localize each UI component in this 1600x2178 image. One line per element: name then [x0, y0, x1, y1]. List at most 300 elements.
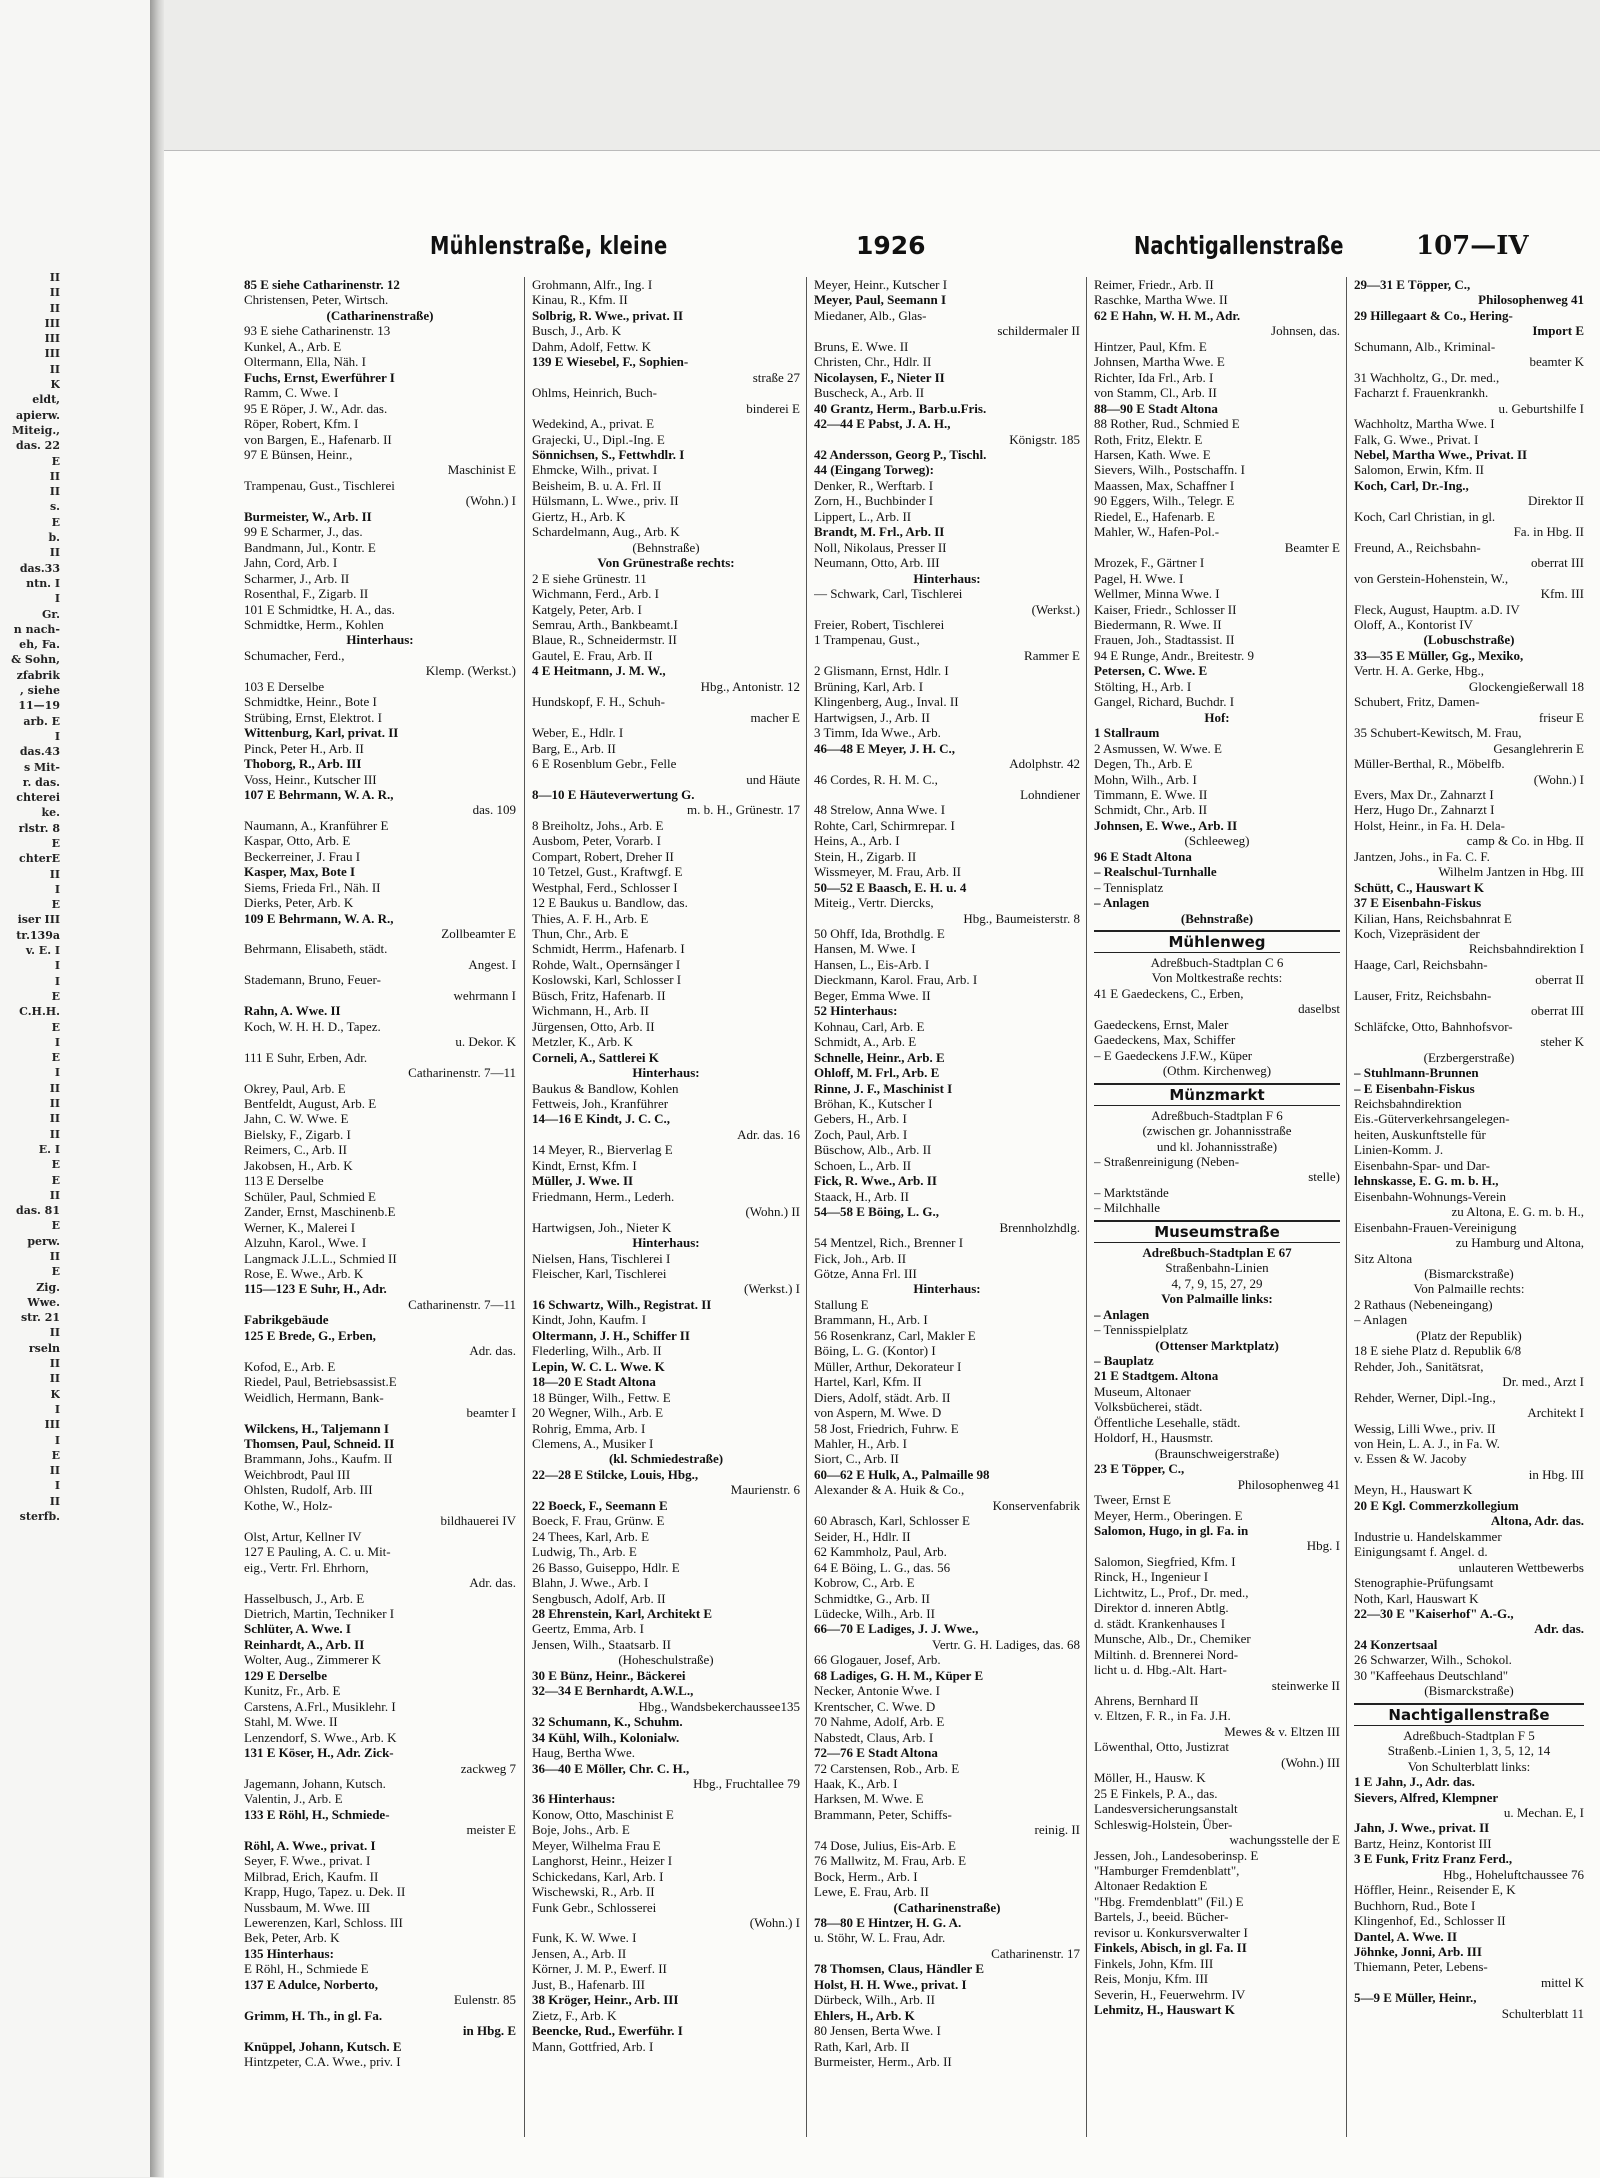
directory-entry: Weidlich, Hermann, Bank- — [244, 1389, 384, 1405]
directory-entry: 20 Wegner, Wilh., Arb. E — [532, 1405, 664, 1421]
directory-entry: Stallung E — [814, 1296, 869, 1312]
gutter-fragment: II — [49, 1081, 60, 1095]
directory-entry: 22—30 E "Kaiserhof" A.-G., — [1354, 1605, 1514, 1621]
directory-entry: Bock, Herm., Arb. I — [814, 1868, 918, 1884]
directory-entry: Rammer E — [1024, 647, 1080, 663]
previous-page-gutter — [0, 0, 156, 2177]
directory-entry: Wachholtz, Martha Wwe. I — [1354, 416, 1495, 432]
directory-entry: Finkels, Abisch, in gl. Fa. II — [1094, 1940, 1247, 1956]
directory-entry: Zollbeamter E — [441, 926, 516, 942]
directory-entry: Beencke, Rud., Ewerführ. I — [532, 2023, 683, 2039]
directory-entry: 60—62 E Hulk, A., Palmaille 98 — [814, 1466, 990, 1482]
directory-entry: Funk, K. W. Wwe. I — [532, 1930, 637, 1946]
directory-entry: (Wohn.) I — [749, 1915, 800, 1931]
directory-entry: 32 Schumann, K., Schuhm. — [532, 1714, 683, 1730]
gutter-fragment: I — [54, 1035, 60, 1049]
directory-entry: Jahn, Cord, Arb. I — [244, 555, 338, 571]
directory-entry: von Aspern, M. Wwe. D — [814, 1405, 942, 1421]
directory-entry: von Gerstein-Hohenstein, W., — [1354, 570, 1509, 586]
gutter-fragment: 11—19 — [18, 699, 60, 713]
directory-entry: 68 Ladiges, G. H. M., Küper E — [814, 1667, 984, 1683]
gutter-fragment: perw. — [27, 1234, 60, 1248]
directory-entry: Biedermann, R. Wwe. II — [1094, 616, 1222, 632]
directory-entry: Fettweis, Joh., Kranführer — [532, 1096, 669, 1112]
page-number: 107—IV — [1416, 231, 1529, 261]
directory-entry: Holdorf, H., Hausmstr. — [1094, 1430, 1214, 1446]
directory-entry: 97 E Bünsen, Heinr., — [244, 446, 353, 462]
directory-entry: Rohte, Carl, Schirmrepar. I — [814, 817, 955, 833]
gutter-fragment: I — [54, 974, 60, 988]
directory-entry: Salomon, Erwin, Kfm. II — [1354, 462, 1484, 478]
directory-entry: Rohrig, Emma, Arb. I — [532, 1420, 646, 1436]
gutter-fragment: E — [51, 1051, 60, 1065]
directory-entry: Dantel, A. Wwe. II — [1354, 1928, 1458, 1944]
directory-entry: Wolter, Aug., Zimmerer K — [244, 1652, 382, 1668]
directory-entry: 41 E Gaedeckens, C., Erben, — [1094, 985, 1244, 1001]
directory-entry: Rehder, Joh., Sanitätsrat, — [1354, 1358, 1484, 1374]
directory-entry: 1 E Jahn, J., Adr. das. — [1354, 1774, 1475, 1790]
column-divider — [806, 277, 807, 2137]
directory-entry: Jöhnke, Jonni, Arb. III — [1354, 1944, 1482, 1960]
directory-entry: Hbg., Wandsbekerchaussee135 — [638, 1698, 800, 1714]
directory-entry: 22—28 E Stilcke, Louis, Hbg., — [532, 1466, 699, 1482]
directory-entry: beamter I — [466, 1405, 516, 1421]
section-label: und kl. Johannisstraße) — [1156, 1138, 1278, 1154]
directory-entry: – E Eisenbahn-Fiskus — [1354, 1080, 1475, 1096]
directory-entry: Koch, Carl Christian, in gl. — [1354, 508, 1496, 524]
section-label: (Hoheschulstraße) — [618, 1652, 714, 1668]
gutter-fragment: E — [51, 1173, 60, 1187]
directory-entry: Rehder, Werner, Dipl.-Ing., — [1354, 1389, 1496, 1405]
directory-entry: von Hein, L. A. J., in Fa. W. — [1354, 1435, 1500, 1451]
directory-entry: (Wohn.) II — [745, 1204, 800, 1220]
directory-entry: Fick, Joh., Arb. II — [814, 1250, 907, 1266]
directory-entry: Altonaer Redaktion E — [1094, 1878, 1208, 1894]
directory-entry: Wischewski, R., Arb. II — [532, 1884, 655, 1900]
directory-entry: Geertz, Emma, Arb. I — [532, 1621, 644, 1637]
section-label: Adreßbuch-Stadtplan F 6 — [1151, 1107, 1283, 1123]
directory-entry: 25 E Finkels, P. A., das. — [1094, 1785, 1218, 1801]
directory-entry: Thun, Chr., Arb. E — [532, 926, 629, 942]
gutter-fragment: zfabrik — [16, 668, 60, 682]
directory-entry: Sönnichsen, S., Fettwhdlr. I — [532, 446, 685, 462]
directory-entry: 48 Strelow, Anna Wwe. I — [814, 802, 946, 818]
directory-entry: Voss, Heinr., Kutscher III — [244, 771, 377, 787]
directory-entry: 78 Thomsen, Claus, Händler E — [814, 1961, 985, 1977]
directory-entry: zu Hamburg und Altona, — [1455, 1235, 1584, 1251]
directory-entry: Compart, Robert, Dreher II — [532, 848, 674, 864]
directory-entry: 133 E Röhl, H., Schmiede- — [244, 1806, 390, 1822]
directory-entry: Scharmer, J., Arb. II — [244, 570, 350, 586]
directory-entry: Mann, Gottfried, Arb. I — [532, 2038, 654, 2054]
directory-entry: 8 Breiholtz, Johs., Arb. E — [532, 817, 664, 833]
directory-entry: Denker, R., Werftarb. I — [814, 477, 934, 493]
directory-entry: licht u. d. Hbg.-Alt. Hart- — [1094, 1662, 1227, 1678]
directory-entry: zackweg 7 — [460, 1760, 516, 1776]
directory-entry: Stenographie-Prüfungsamt — [1354, 1575, 1494, 1591]
directory-entry: Timmann, E. Wwe. II — [1094, 786, 1208, 802]
directory-entry: Möller, H., Hausw. K — [1094, 1770, 1206, 1786]
directory-entry: Brammann, Peter, Schiffs- — [814, 1806, 952, 1822]
directory-entry: E Röhl, H., Schmiede E — [244, 1961, 369, 1977]
directory-entry: Mahler, W., Hafen-Pol.- — [1094, 524, 1220, 540]
section-label: Adreßbuch-Stadtplan C 6 — [1150, 955, 1284, 971]
gutter-fragment: das.33 — [19, 561, 60, 575]
directory-entry: Import E — [1532, 323, 1584, 339]
directory-entry: 16 Schwartz, Wilh., Registrat. II — [532, 1296, 712, 1312]
gutter-fragment: das. 81 — [16, 1204, 60, 1218]
directory-entry: Richter, Ida Frl., Arb. I — [1094, 369, 1214, 385]
directory-entry: Gebers, H., Arb. I — [814, 1111, 907, 1127]
directory-entry: Evers, Max Dr., Zahnarzt I — [1354, 786, 1494, 802]
directory-entry: Schlüter, A. Wwe. I — [244, 1621, 351, 1637]
directory-entry: Jantzen, Johs., in Fa. C. F. — [1354, 848, 1490, 864]
directory-entry: Hbg., Hoheluftchaussee 76 — [1443, 1866, 1584, 1882]
gutter-fragment: I — [54, 729, 60, 743]
gutter-fragment: II — [49, 1250, 60, 1263]
directory-entry: Freund, A., Reichsbahn- — [1354, 539, 1481, 555]
directory-entry: Oloff, A., Kontorist IV — [1354, 616, 1473, 632]
gutter-fragment: I — [54, 959, 60, 973]
directory-entry: 24 Thees, Karl, Arb. E — [532, 1528, 650, 1544]
directory-entry: 95 E Röper, J. W., Adr. das. — [244, 400, 388, 416]
directory-entry: Ausbom, Peter, Vorarb. I — [532, 833, 661, 849]
directory-entry: Lüdecke, Wilh., Arb. II — [814, 1605, 935, 1621]
directory-entry: und Häute — [746, 771, 800, 787]
directory-entry: – E Gaedeckens J.F.W., Küper — [1094, 1047, 1253, 1063]
directory-entry: Blahn, J. Wwe., Arb. I — [532, 1575, 649, 1591]
directory-entry: – Tennisplatz — [1094, 879, 1164, 895]
section-label: Von Palmaille rechts: — [1413, 1281, 1525, 1297]
directory-entry: 14—16 E Kindt, J. C. C., — [532, 1111, 670, 1127]
directory-entry: Meyer, Herm., Oberingen. E — [1094, 1507, 1243, 1523]
directory-entry: Schmidtke, G., Arb. II — [814, 1590, 930, 1606]
directory-entry: 3 E Funk, Fritz Franz Ferd., — [1354, 1851, 1513, 1867]
directory-entry: Fa. in Hbg. II — [1513, 524, 1584, 540]
directory-entry: 46—48 E Meyer, J. H. C., — [814, 740, 956, 756]
directory-entry: Siort, C., Arb. II — [814, 1451, 899, 1467]
directory-entry: 94 E Runge, Andr., Breitestr. 9 — [1094, 647, 1254, 663]
directory-entry: 131 E Köser, H., Adr. Zick- — [244, 1745, 394, 1761]
directory-entry: beamter K — [1529, 354, 1584, 370]
directory-entry: (Wohn.) I — [465, 493, 516, 509]
directory-entry: Barg, E., Arb. II — [532, 740, 616, 756]
directory-entry: Grajecki, U., Dipl.-Ing. E — [532, 431, 665, 447]
directory-entry: Rosenthal, F., Zigarb. II — [244, 586, 369, 602]
directory-entry: 26 Basso, Guiseppo, Hdlr. E — [532, 1559, 680, 1575]
directory-entry: Kunkel, A., Arb. E — [244, 338, 342, 354]
directory-entry: Meyer, Heinr., Kutscher I — [814, 277, 948, 292]
directory-entry: Krentscher, C. Wwe. D — [814, 1698, 936, 1714]
directory-entry: Röper, Robert, Kfm. I — [244, 416, 359, 432]
directory-entry: Blaue, R., Schneidermstr. II — [532, 632, 677, 648]
directory-entry: Boeck, F. Frau, Grünw. E — [532, 1513, 665, 1529]
directory-entry: 96 E Stadt Altona — [1094, 848, 1192, 864]
directory-entry: Dürbeck, Wilh., Arb. II — [814, 1992, 935, 2008]
directory-entry: Ohloff, M. Frl., Arb. E — [814, 1065, 940, 1081]
directory-entry: daselbst — [1298, 1001, 1340, 1017]
section-label: (Bismarckstraße) — [1424, 1266, 1514, 1281]
directory-entry: Bielsky, F., Zigarb. I — [244, 1126, 351, 1142]
directory-entry: Reichsbahndirektion I — [1468, 941, 1584, 957]
directory-entry: reinig. II — [1034, 1822, 1080, 1838]
directory-entry: heiten, Auskunftstelle für — [1354, 1126, 1486, 1142]
directory-entry: 42—44 E Pabst, J. A. H., — [814, 416, 951, 432]
directory-entry: Rinne, J. F., Maschinist I — [814, 1080, 953, 1096]
directory-entry: Raschke, Martha Wwe. II — [1094, 292, 1228, 308]
directory-entry: Jakobsen, H., Arb. K — [244, 1157, 353, 1173]
directory-entry: Rath, Karl, Arb. II — [814, 2038, 910, 2054]
directory-entry: Beisheim, B. u. A. Frl. II — [532, 477, 662, 493]
section-label: (zwischen gr. Johannisstraße — [1142, 1123, 1292, 1139]
directory-entry: Reimer, Friedr., Arb. II — [1094, 277, 1214, 292]
directory-entry: Seyer, F. Wwe., privat. I — [244, 1853, 371, 1869]
directory-entry: Philosophenweg 41 — [1237, 1476, 1340, 1492]
directory-entry: Mrozek, F., Gärtner I — [1094, 555, 1205, 571]
section-label: 4, 7, 9, 15, 27, 29 — [1171, 1275, 1263, 1291]
directory-entry: Valentin, J., Arb. E — [244, 1791, 343, 1807]
directory-entry: Vertr. G. H. Ladiges, das. 68 — [931, 1636, 1080, 1652]
directory-entry: 135 Hinterhaus: — [244, 1945, 334, 1961]
directory-entry: Wedekind, A., privat. E — [532, 416, 655, 432]
section-label: Hof: — [1204, 709, 1230, 725]
directory-entry: unlauteren Wettbewerbs — [1458, 1559, 1584, 1575]
section-label: Hinterhaus: — [913, 1281, 981, 1297]
street-heading: Münzmarkt — [1094, 1083, 1340, 1106]
directory-entry: Thies, A. F. H., Arb. E — [532, 910, 649, 926]
directory-entry: Schmidtke, Heinr., Bote I — [244, 694, 377, 710]
directory-entry: Nebel, Martha Wwe., Privat. II — [1354, 446, 1528, 462]
directory-entry: Hbg., Fruchtallee 79 — [693, 1775, 800, 1791]
directory-entry: Lepin, W. C. L. Wwe. K — [532, 1358, 665, 1374]
directory-entry: Bentfeldt, August, Arb. E — [244, 1096, 377, 1112]
directory-entry: Brennholzhdlg. — [999, 1219, 1080, 1235]
directory-entry: Haak, K., Arb. I — [814, 1775, 898, 1791]
gutter-fragment: n nach- — [13, 622, 60, 636]
directory-entry: Strübing, Ernst, Elektrot. I — [244, 709, 382, 725]
directory-entry: Buscheck, A., Arb. II — [814, 385, 925, 401]
directory-entry: v. Essen & W. Jacoby — [1354, 1451, 1467, 1467]
directory-entry: 34 Kühl, Wilh., Kolonialw. — [532, 1729, 680, 1745]
directory-entry: Haage, Carl, Reichsbahn- — [1354, 956, 1488, 972]
directory-entry: Eis.-Güterverkehrsangelegen- — [1354, 1111, 1510, 1127]
directory-entry: Gangel, Richard, Buchdr. I — [1094, 694, 1235, 710]
directory-entry: Finkels, John, Kfm. III — [1094, 1955, 1214, 1971]
directory-entry: Schardelmann, Aug., Arb. K — [532, 524, 680, 540]
left-street-title: Mühlenstraße, kleine — [430, 231, 668, 260]
directory-entry: Beamter E — [1284, 539, 1340, 555]
directory-entry: Adr. das. 16 — [737, 1126, 800, 1142]
gutter-fragment: K — [50, 1387, 60, 1401]
directory-entry: Christen, Chr., Hdlr. II — [814, 354, 932, 370]
directory-entry: Hasselbusch, J., Arb. E — [244, 1590, 365, 1606]
directory-entry: bildhauerei IV — [440, 1513, 516, 1529]
directory-entry: (Werkst.) I — [744, 1281, 800, 1297]
directory-entry: Schoen, L., Arb. II — [814, 1157, 912, 1173]
section-label: (Erzbergerstraße) — [1423, 1049, 1515, 1065]
directory-entry: in Hbg. E — [462, 2023, 516, 2039]
directory-entry: Eisenbahn-Wohnungs-Verein — [1354, 1188, 1507, 1204]
directory-entry: Schickedans, Karl, Arb. I — [532, 1868, 664, 1884]
gutter-fragment: II — [49, 546, 60, 560]
gutter-fragment: II — [49, 1188, 60, 1202]
directory-entry: Munsche, Alb., Dr., Chemiker — [1094, 1631, 1251, 1647]
directory-entry: Ohlms, Heinrich, Buch- — [532, 385, 657, 401]
directory-entry: steinwerke II — [1271, 1677, 1340, 1693]
directory-entry: Jürgensen, Otto, Arb. II — [532, 1018, 655, 1034]
directory-entry: Westphal, Ferd., Schlosser I — [532, 879, 678, 895]
directory-entry: 46 Cordes, R. H. M. C., — [814, 771, 938, 787]
directory-entry: Dierks, Peter, Arb. K — [244, 895, 354, 911]
directory-entry: Noll, Nikolaus, Presser II — [814, 539, 947, 555]
gutter-fragment: I — [54, 1433, 60, 1447]
directory-entry: Grohmann, Alfr., Ing. I — [532, 277, 653, 292]
directory-entry: Reimers, C., Arb. II — [244, 1142, 347, 1158]
column-2 — [532, 277, 800, 2157]
gutter-fragment: E — [51, 989, 60, 1003]
directory-entry: Schmidt, Chr., Arb. II — [1094, 802, 1208, 818]
directory-entry: 40 Grantz, Herm., Barb.u.Fris. — [814, 400, 987, 416]
directory-entry: 29 Hillegaart & Co., Hering- — [1354, 307, 1513, 323]
section-label: (Braunschweigerstraße) — [1154, 1445, 1280, 1461]
section-label: Adreßbuch-Stadtplan E 67 — [1142, 1244, 1292, 1260]
directory-entry: 62 E Hahn, W. H. M., Adr. — [1094, 307, 1241, 323]
directory-entry: 26 Schwarzer, Wilh., Schokol. — [1354, 1652, 1512, 1668]
section-label: (Othm. Kirchenweg) — [1162, 1063, 1272, 1079]
directory-entry: Busch, J., Arb. K — [532, 323, 622, 339]
directory-entry: Freier, Robert, Tischlerei — [814, 616, 945, 632]
directory-entry: Herz, Hugo Dr., Zahnarzt I — [1354, 802, 1495, 818]
directory-entry: 2 Glismann, Ernst, Hdlr. I — [814, 663, 949, 679]
directory-entry: Trampenau, Gust., Tischlerei — [244, 477, 395, 493]
directory-entry: Reichsbahndirektion — [1354, 1096, 1462, 1112]
directory-entry: Langmack J.L.L., Schmied II — [244, 1250, 397, 1266]
directory-entry: Rahn, A. Wwe. II — [244, 1003, 341, 1019]
directory-entry: Ehmcke, Wilh., privat. I — [532, 462, 658, 478]
directory-entry: v. Eltzen, F. R., in Fa. J.H. — [1094, 1708, 1231, 1724]
section-label: (Schleeweg) — [1184, 833, 1250, 849]
directory-entry: "Hamburger Fremdenblatt", — [1094, 1862, 1240, 1878]
directory-entry: Büschow, Alb., Arb. II — [814, 1142, 932, 1158]
directory-entry: Dieckmann, Karol. Frau, Arb. I — [814, 972, 978, 988]
gutter-fragment: II — [49, 485, 60, 499]
directory-entry: Degen, Th., Arb. E — [1094, 756, 1193, 772]
directory-entry: Kaspar, Otto, Arb. E — [244, 833, 351, 849]
directory-entry: Grimm, H. Th., in gl. Fa. — [244, 2007, 383, 2023]
directory-entry: – Milchhalle — [1094, 1200, 1161, 1216]
gutter-fragment: II — [49, 362, 60, 376]
street-heading: Museumstraße — [1094, 1220, 1340, 1243]
directory-entry: Seider, H., Hdlr. II — [814, 1528, 911, 1544]
column-divider — [1346, 277, 1347, 2137]
directory-entry: Dr. med., Arzt I — [1502, 1374, 1584, 1390]
gutter-fragment: Zig. — [36, 1280, 60, 1294]
directory-entry: – Realschul-Turnhalle — [1094, 864, 1217, 880]
directory-entry: Adr. das. — [1534, 1621, 1584, 1637]
directory-entry: Werner, K., Malerei I — [244, 1219, 356, 1235]
directory-entry: Semrau, Arth., Bankbeamt.I — [532, 616, 678, 632]
directory-entry: 50 Ohff, Ida, Brothdlg. E — [814, 926, 945, 942]
directory-entry: Ehlers, H., Arb. K — [814, 2007, 915, 2023]
gutter-fragment: E — [51, 1020, 60, 1034]
gutter-fragment: E — [51, 454, 60, 468]
directory-entry: Bartz, Heinz, Kontorist III — [1354, 1835, 1492, 1851]
directory-entry: 72—76 E Stadt Altona — [814, 1745, 938, 1761]
directory-entry: 101 E Schmidtke, H. A., das. — [244, 601, 395, 617]
directory-entry: 30 E Bünz, Heinr., Bäckerei — [532, 1667, 686, 1683]
year-label: 1926 — [856, 231, 926, 260]
directory-entry: Stölting, H., Arb. I — [1094, 678, 1192, 694]
section-label: Straßenb.-Linien 1, 3, 5, 12, 14 — [1387, 1743, 1551, 1759]
directory-entry: 88—90 E Stadt Altona — [1094, 400, 1218, 416]
directory-entry: Okrey, Paul, Arb. E — [244, 1080, 346, 1096]
directory-entry: Thiemann, Peter, Lebens- — [1354, 1959, 1488, 1975]
gutter-fragment: II — [49, 1372, 60, 1386]
section-label: Von Palmaille links: — [1161, 1291, 1273, 1307]
directory-entry: 23 E Töpper, C., — [1094, 1461, 1185, 1477]
directory-entry: Ohlsten, Rudolf, Arb. III — [244, 1482, 373, 1498]
directory-entry: Ahrens, Bernhard II — [1094, 1692, 1199, 1708]
directory-entry: Giertz, H., Arb. K — [532, 508, 626, 524]
directory-entry: Kasper, Max, Bote I — [244, 864, 356, 880]
directory-entry: Philosophenweg 41 — [1478, 292, 1584, 308]
section-label: (Behnstraße) — [1180, 910, 1254, 926]
directory-entry: Oltermann, J. H., Schiffer II — [532, 1327, 690, 1343]
directory-entry: Maschinist E — [447, 462, 516, 478]
directory-entry: revisor u. Konkursverwalter I — [1094, 1924, 1248, 1940]
directory-entry: Metzler, K., Arb. K — [532, 1034, 633, 1050]
directory-entry: Wichmann, H., Arb. II — [532, 1003, 649, 1019]
directory-entry: Funk Gebr., Schlosserei — [532, 1899, 657, 1915]
directory-entry: Corneli, A., Sattlerei K — [532, 1049, 659, 1065]
directory-entry: Eisenbahn-Spar- und Dar- — [1354, 1157, 1490, 1173]
directory-entry: 56 Rosenkranz, Carl, Makler E — [814, 1327, 976, 1343]
directory-entry: 109 E Behrmann, W. A. R., — [244, 910, 394, 926]
directory-entry: 66—70 E Ladiges, J. J. Wwe., — [814, 1621, 979, 1637]
directory-entry: 60 Abrasch, Karl, Schlosser E — [814, 1513, 970, 1529]
directory-entry: Gautel, E. Frau, Arb. II — [532, 647, 653, 663]
directory-entry: Roth, Fritz, Elektr. E — [1094, 431, 1203, 447]
directory-entry: Kilian, Hans, Reichsbahnrat E — [1354, 910, 1512, 926]
directory-entry: Brandt, M. Frl., Arb. II — [814, 524, 945, 540]
directory-entry: wachungsstelle der E — [1229, 1832, 1340, 1848]
directory-entry: Zander, Ernst, Maschinenb.E — [244, 1204, 396, 1220]
directory-entry: 2 Rathaus (Nebeneingang) — [1354, 1296, 1493, 1312]
directory-entry: 113 E Derselbe — [244, 1173, 324, 1189]
directory-entry: 80 Jensen, Berta Wwe. I — [814, 2023, 941, 2039]
directory-entry: schildermaler II — [997, 323, 1080, 339]
directory-entry: in Hbg. III — [1528, 1466, 1584, 1482]
directory-entry: 74 Dose, Julius, Eis-Arb. E — [814, 1837, 956, 1853]
directory-entry: Schmidt, A., Arb. E — [814, 1034, 917, 1050]
gutter-fragment: II — [49, 301, 60, 315]
directory-entry: 90 Eggers, Wilh., Telegr. E — [1094, 493, 1235, 509]
directory-entry: Pagel, H. Wwe. I — [1094, 570, 1184, 586]
directory-entry: Lohndiener — [1020, 786, 1080, 802]
directory-entry: Eulenstr. 85 — [453, 1992, 516, 2008]
directory-entry: Industrie u. Handelskammer — [1354, 1528, 1502, 1544]
directory-entry: Riedel, Paul, Betriebsassist.E — [244, 1374, 397, 1390]
directory-entry: Nabstedt, Claus, Arb. I — [814, 1729, 934, 1745]
directory-entry: Hbg. I — [1306, 1538, 1340, 1554]
directory-entry: Necker, Antonie Wwe. I — [814, 1683, 940, 1699]
directory-entry: Koch, Vizepräsident der — [1354, 926, 1480, 942]
directory-entry: u. Geburtshilfe I — [1498, 400, 1584, 416]
section-label: Von Moltkestraße rechts: — [1151, 970, 1283, 986]
gutter-fragment: II — [49, 1326, 60, 1340]
directory-entry: Brüning, Karl, Arb. I — [814, 678, 924, 694]
directory-entry: 42 Andersson, Georg P., Tischl. — [814, 446, 987, 462]
